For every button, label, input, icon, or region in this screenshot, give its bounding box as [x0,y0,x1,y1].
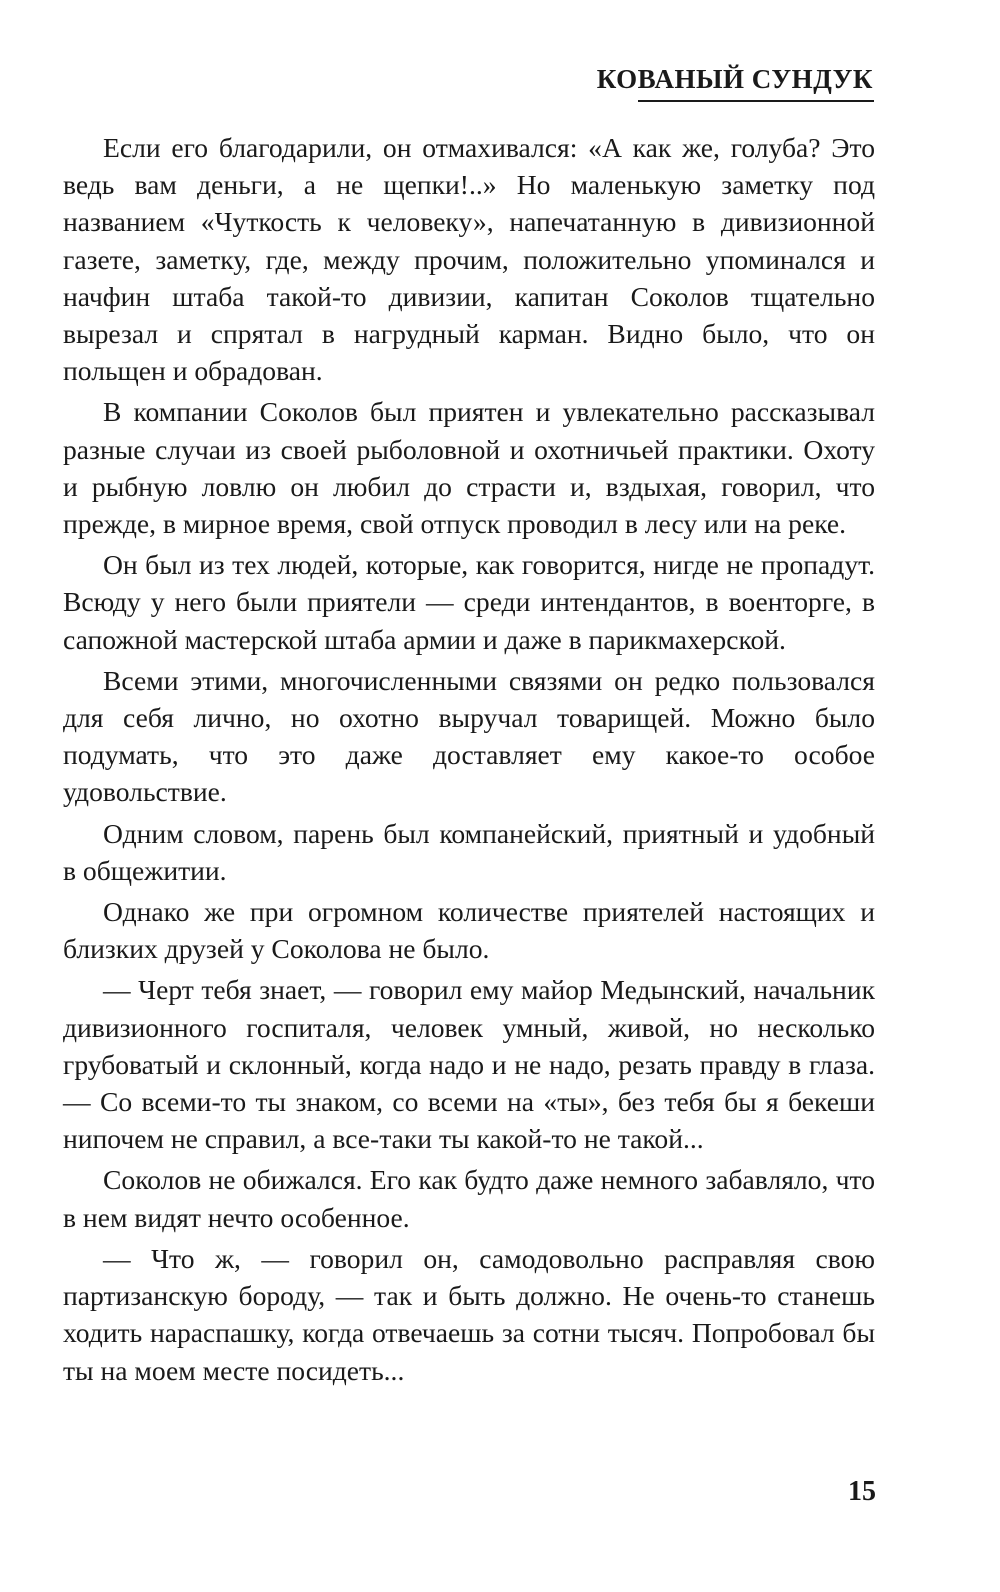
paragraph: Всеми этими, многочисленными связями он редко пользовался для себя лично, но охотно выручал товарищей. Можно было подумать, что это даже доставляет ему какое-то особое удовольствие. [63,664,875,808]
paragraph: Он был из тех людей, которые, как говорится, нигде не пропадут. Всюду у него были приятели — среди интендантов, в военторге, в сапожной мастерской штаба армии и даже в парикмахерской. [63,549,875,655]
paragraph: Если его благодарили, он отмахивался: «А как же, голуба? Это ведь вам деньги, а не щепки!..» Но маленькую заметку под названием «Чуткость к человеку», напечатанную в дивизионной газете, заметку, где, между прочим, положительно упоминался и начфин штаба такой-то дивизии, капитан Соколов тщательно вырезал и спрятал в нагрудный карман. Видно было, что он польщен и обрадован. [63,132,875,387]
running-head-title: КОВАНЫЙ СУНДУК [596,64,873,94]
paragraph: — Черт тебя знает, — говорил ему майор Медынский, начальник дивизионного госпиталя, человек умный, живой, но несколько грубоватый и склонный, когда надо и не надо, резать правду в глаза. — Со всеми-то ты знаком, со всеми на «ты», без тебя бы я бекеши нипочем не справил, а все-таки ты какой-то не такой... [63,974,875,1155]
paragraph: Однако же при огромном количестве приятелей настоящих и близких друзей у Соколова не было. [63,896,875,965]
body-text [63,129,875,1393]
paragraph: Соколов не обижался. Его как будто даже немного забавляло, что в нем видят нечто особенное. [63,1164,875,1233]
paragraph: — Что ж, — говорил он, самодовольно расправляя свою партизанскую бороду, — так и быть должно. Не очень-то станешь ходить нараспашку, когда отвечаешь за сотни тысяч. Попробовал бы ты на моем месте посидеть... [63,1242,875,1386]
paragraph: В компании Соколов был приятен и увлекательно рассказывал разные случаи из своей рыболовной и охотничьей практики. Охоту и рыбную ловлю он любил до страсти и, вздыхая, говорил, что прежде, в мирное время, свой отпуск проводил в лесу или на реке. [63,396,875,540]
running-head-underline [638,100,874,102]
paragraph: Одним словом, парень был компанейский, приятный и удобный в общежитии. [63,817,875,886]
page-number: 15 [848,1476,876,1507]
